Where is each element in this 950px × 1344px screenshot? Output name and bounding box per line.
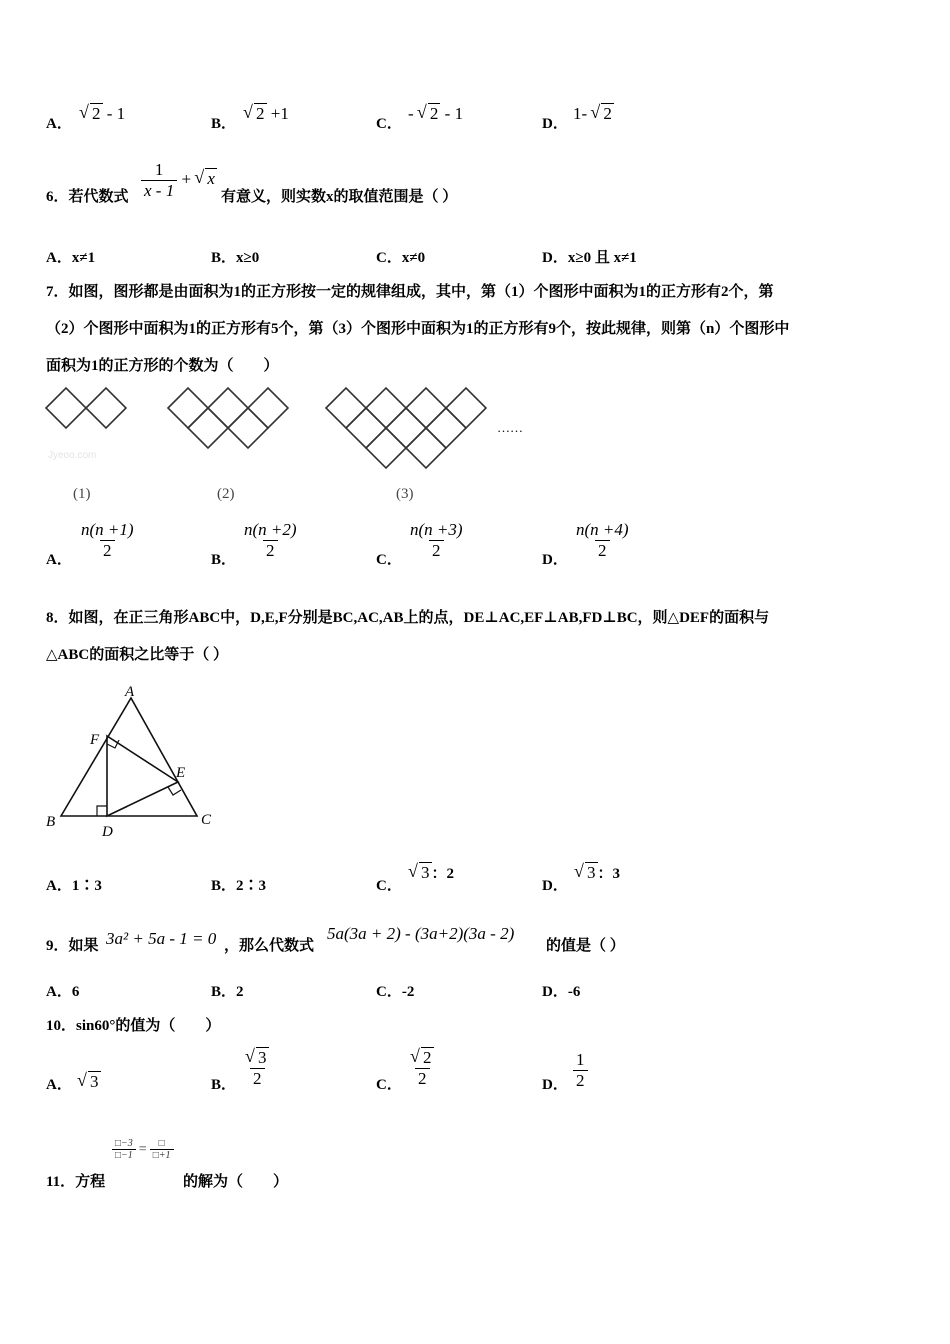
- q6-prefix: 6．若代数式: [46, 189, 129, 205]
- q10-option-a-letter: A．: [46, 1077, 72, 1093]
- q7-option-a-math: $\frac{n(n +1)}{2}$: [81, 520, 134, 560]
- q10-stem: 10．sin60°的值为（ ）: [46, 1018, 221, 1034]
- q8-triangle-figure: [40, 684, 230, 844]
- q10-option-b-letter: B．: [211, 1077, 237, 1093]
- q8-option-b: B．2∶3: [211, 878, 267, 894]
- q9-equation: 3a² + 5a - 1 = 0: [106, 929, 217, 948]
- q9-option-a: A．6: [46, 984, 80, 1000]
- q9-prefix: 9．如果: [46, 938, 99, 954]
- q9-option-c: C．-2: [376, 984, 415, 1000]
- label-d: D: [102, 824, 113, 840]
- triangle-abc: [61, 698, 197, 816]
- q7-option-b-letter: B．: [211, 552, 237, 568]
- q9-option-d: D．-6: [542, 984, 581, 1000]
- q11-suffix: 的解为（ ）: [183, 1174, 289, 1190]
- q7-fig-label-3: (3): [396, 486, 414, 502]
- label-b: B: [46, 814, 56, 830]
- right-angle-f: [107, 740, 119, 748]
- q10-option-d-math: $\frac{1}{2}$: [573, 1050, 588, 1091]
- q6-option-a: A．x≠1: [46, 250, 96, 266]
- q8-option-d-math: √ 3 ：3: [575, 862, 620, 883]
- q8-option-c-math: √ 3 ：2: [409, 862, 454, 883]
- q6-option-d: D．x≥0 且 x≠1: [542, 250, 637, 266]
- q6-option-b: B．x≥0: [211, 250, 260, 266]
- option-letter: A．: [46, 116, 72, 132]
- label-e: E: [176, 765, 186, 781]
- q5-option-a-math: √ 2 - 1: [80, 104, 125, 124]
- q9-suffix: 的值是（ ）: [546, 938, 625, 954]
- q5-option-b: [211, 112, 236, 133]
- right-angle-e: [168, 787, 181, 795]
- q7-option-d-math: $\frac{n(n +4)}{2}$: [576, 520, 629, 560]
- q10-option-d-letter: D．: [542, 1077, 568, 1093]
- q7-figure-1: [46, 388, 126, 428]
- q9-expression: 5a(3a + 2) - (3a+2)(3a - 2): [327, 924, 515, 943]
- q6-suffix: 有意义，则实数x的取值范围是（ ）: [221, 189, 458, 205]
- q7-figures: [0, 380, 560, 480]
- label-c: C: [201, 812, 212, 828]
- q7-watermark: Jyeoo.com: [48, 450, 97, 461]
- q7-option-a-letter: A．: [46, 552, 72, 568]
- q9-mid: ，那么代数式: [224, 938, 315, 954]
- q5-option-c: [376, 112, 402, 133]
- q10-option-c-math: √ $\frac{2}{2}$: [408, 1048, 437, 1089]
- q7-option-d-letter: D．: [542, 552, 568, 568]
- q8-option-c-letter: C．: [376, 878, 402, 894]
- q10-option-a-math: √ 3: [78, 1072, 101, 1092]
- q7-option-c-letter: C．: [376, 552, 402, 568]
- q5-option-b-math: √ 2 +1: [244, 104, 289, 124]
- q11-equation-image: $\frac{□-3}{□-1}$ = $\frac{□}{□+1}$: [112, 1138, 174, 1161]
- q8-option-a: A．1∶3: [46, 878, 102, 894]
- q6-option-c: C．x≠0: [376, 250, 426, 266]
- label-a: A: [125, 684, 135, 700]
- q8-stem-line1: 8．如图，在正三角形ABC中，D,E,F分别是BC,AC,AB上的点，DE⊥AC,EF⊥AB,FD⊥BC，则△DEF的面积与: [46, 610, 770, 626]
- q5-option-d: [542, 112, 568, 133]
- option-letter: D．: [542, 116, 568, 132]
- q7-fig-label-1: (1): [73, 486, 91, 502]
- q7-stem-line3: 面积为1的正方形的个数为（ ）: [46, 358, 279, 374]
- option-letter: C．: [376, 116, 402, 132]
- q5-option-c-math: - √ 2 - 1: [408, 104, 463, 124]
- label-f: F: [90, 732, 100, 748]
- right-angle-d: [97, 806, 107, 816]
- q11-prefix: 11．方程: [46, 1174, 106, 1190]
- q7-fig-label-2: (2): [217, 486, 235, 502]
- q7-ellipsis: ……: [497, 420, 523, 435]
- q7-option-c-math: $\frac{n(n +3)}{2}$: [410, 520, 463, 560]
- q6-expression: $\frac{1}{x - 1}$ + √ x: [141, 160, 217, 201]
- triangle-def: [107, 736, 178, 816]
- q5-option-d-math: 1- √ 2: [573, 104, 614, 124]
- q9-option-b: B．2: [211, 984, 244, 1000]
- q10-option-c-letter: C．: [376, 1077, 402, 1093]
- q7-option-b-math: $\frac{n(n +2)}{2}$: [244, 520, 297, 560]
- q7-figure-3: [326, 388, 486, 468]
- q7-stem-line2: （2）个图形中面积为1的正方形有5个，第（3）个图形中面积为1的正方形有9个，按此规律，则第（n）个图形中: [46, 321, 790, 337]
- q7-figure-2: [168, 388, 288, 448]
- option-letter: B．: [211, 116, 237, 132]
- q10-option-b-math: √ $\frac{3}{2}$: [243, 1048, 272, 1089]
- q7-stem-line1: 7．如图，图形都是由面积为1的正方形按一定的规律组成，其中，第（1）个图形中面积为1的正方形有2个，第: [46, 284, 774, 300]
- q5-option-a: [46, 112, 72, 133]
- q8-option-d-letter: D．: [542, 878, 568, 894]
- q8-stem-line2: △ABC的面积之比等于（ ）: [46, 647, 228, 663]
